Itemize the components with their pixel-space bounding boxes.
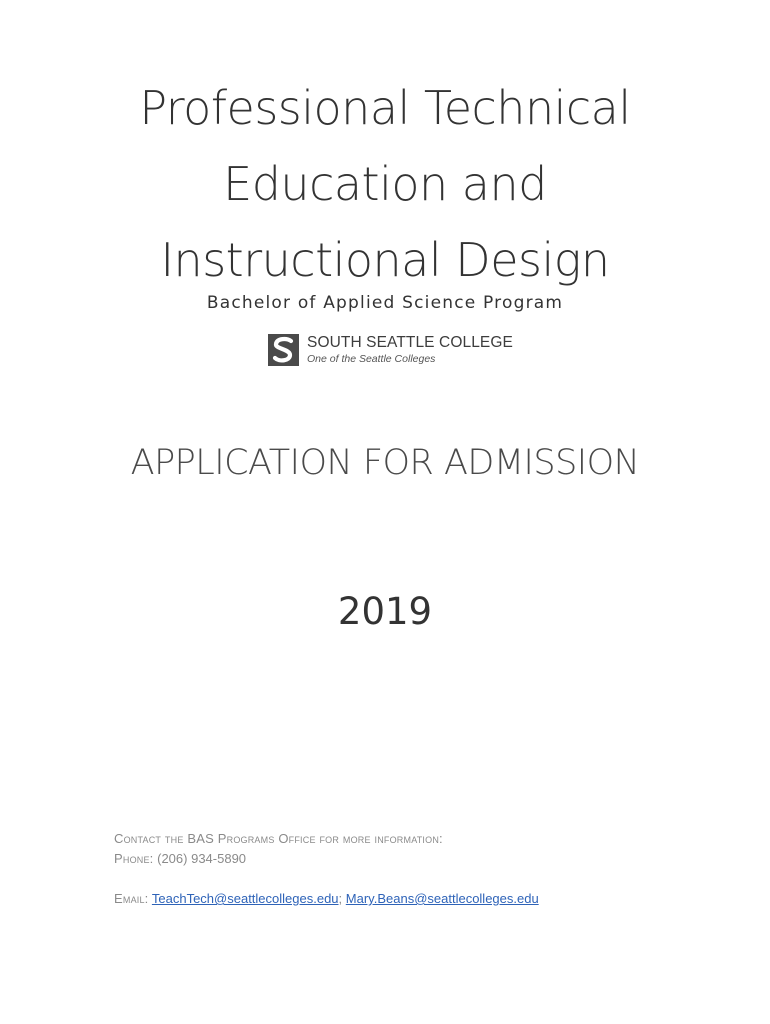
- email-link-mary-beans[interactable]: Mary.Beans@seattlecolleges.edu: [345, 891, 539, 906]
- application-year: 2019: [337, 590, 433, 633]
- college-name: SOUTH SEATTLE COLLEGE: [307, 334, 513, 351]
- phone-line: [114, 849, 539, 869]
- phone-label: Phone:: [114, 851, 154, 866]
- title-line-1: Professional Technical: [139, 81, 631, 135]
- email-line: [114, 889, 539, 909]
- program-subtitle: Bachelor of Applied Science Program: [206, 293, 564, 313]
- title-line-3: Instructional Design: [160, 233, 610, 287]
- email-separator: ;: [338, 891, 343, 906]
- college-logo-icon: [268, 334, 299, 366]
- college-tagline: One of the Seattle Colleges: [307, 353, 436, 365]
- contact-block: [114, 829, 539, 909]
- document-title: [0, 70, 770, 298]
- email-link-teachtech[interactable]: TeachTech@seattlecolleges.edu: [151, 891, 339, 906]
- contact-intro: Contact the BAS Programs Office for more information:: [114, 831, 443, 846]
- college-logo: [268, 334, 528, 370]
- phone-number: (206) 934-5890: [157, 851, 247, 866]
- title-line-2: Education and: [223, 157, 547, 211]
- application-heading: APPLICATION FOR ADMISSION: [130, 443, 640, 483]
- email-label: Email:: [114, 891, 149, 906]
